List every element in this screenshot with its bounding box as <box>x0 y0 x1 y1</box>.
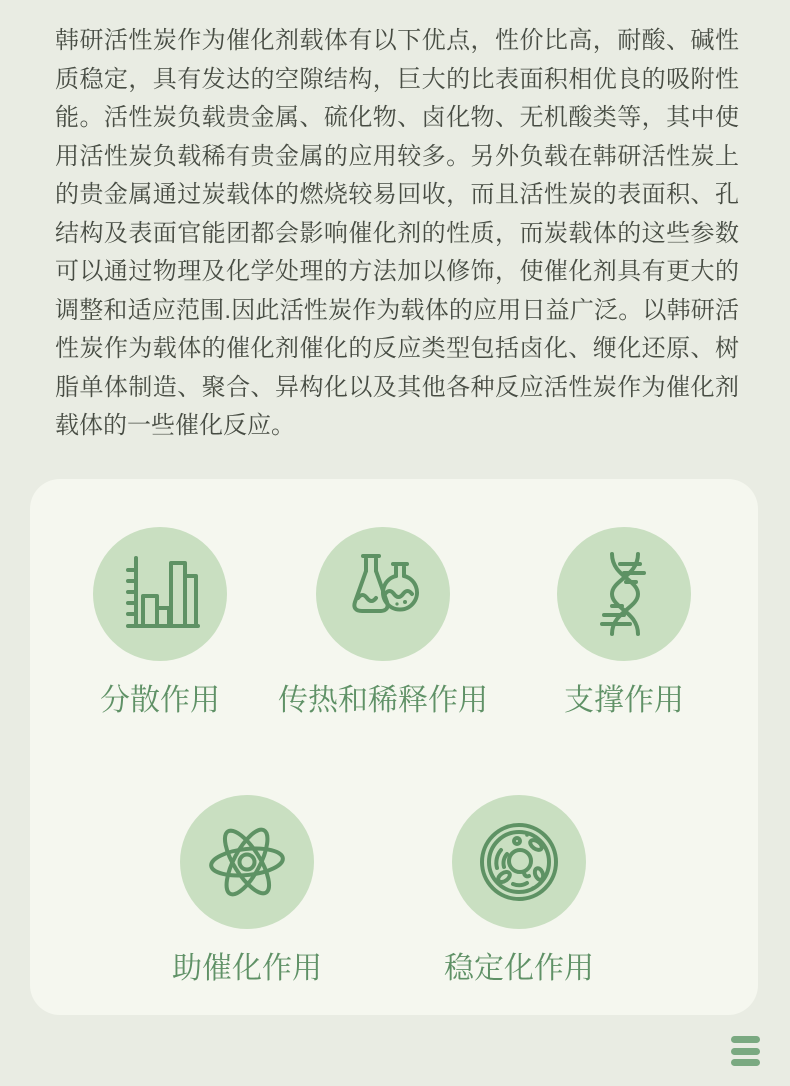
feature-label: 分散作用 <box>100 684 220 717</box>
feature-support <box>499 527 749 719</box>
features-card <box>30 479 758 1015</box>
article-paragraph: 韩研活性炭作为催化剂载体有以下优点，性价比高，耐酸、碱性质稳定，具有发达的空隙结构，巨大的比表面积相优良的吸附性能。活性炭负载贵金属、硫化物、卤化物、无机酸类等，其中使用活性炭负载稀有贵金属的应用较多。另外负载在韩研活性炭上的贵金属通过炭载体的燃烧较易回收，而且活性炭的表面积、孔结构及表面官能团都会影响催化剂的性质，而炭载体的这些参数可以通过物理及化学处理的方法加以修饰，使催化剂具有更大的调整和适应范围.因此活性炭作为载体的应用日益广泛。以韩研活性炭作为载体的催化剂催化的反应类型包括卤化、缏化还原、树脂单体制造、聚合、异构化以及其他各种反应活性炭作为催化剂载体的一些催化反应。 <box>55 27 739 439</box>
dna-helix-icon-svg <box>576 546 672 642</box>
feature-heat-transfer <box>258 527 508 719</box>
feature-stabilization <box>394 795 644 987</box>
hamburger-bar <box>731 1059 760 1066</box>
hamburger-bar <box>731 1036 760 1043</box>
feature-dispersion <box>35 527 285 719</box>
feature-label: 稳定化作用 <box>444 952 594 985</box>
cell-icon <box>452 795 586 929</box>
atom-icon-svg <box>199 814 295 910</box>
flasks-icon <box>316 527 450 661</box>
feature-cocatalysis <box>122 795 372 987</box>
dna-helix-icon <box>557 527 691 661</box>
feature-label: 助催化作用 <box>172 952 322 985</box>
cell-icon-svg <box>471 814 567 910</box>
feature-label: 传热和稀释作用 <box>278 684 488 717</box>
bar-chart-icon-svg <box>112 546 208 642</box>
hamburger-bar <box>731 1048 760 1055</box>
flasks-icon-svg <box>335 546 431 642</box>
bar-chart-icon <box>93 527 227 661</box>
feature-label: 支撑作用 <box>564 684 684 717</box>
atom-icon <box>180 795 314 929</box>
hamburger-menu-button[interactable] <box>731 1036 761 1066</box>
